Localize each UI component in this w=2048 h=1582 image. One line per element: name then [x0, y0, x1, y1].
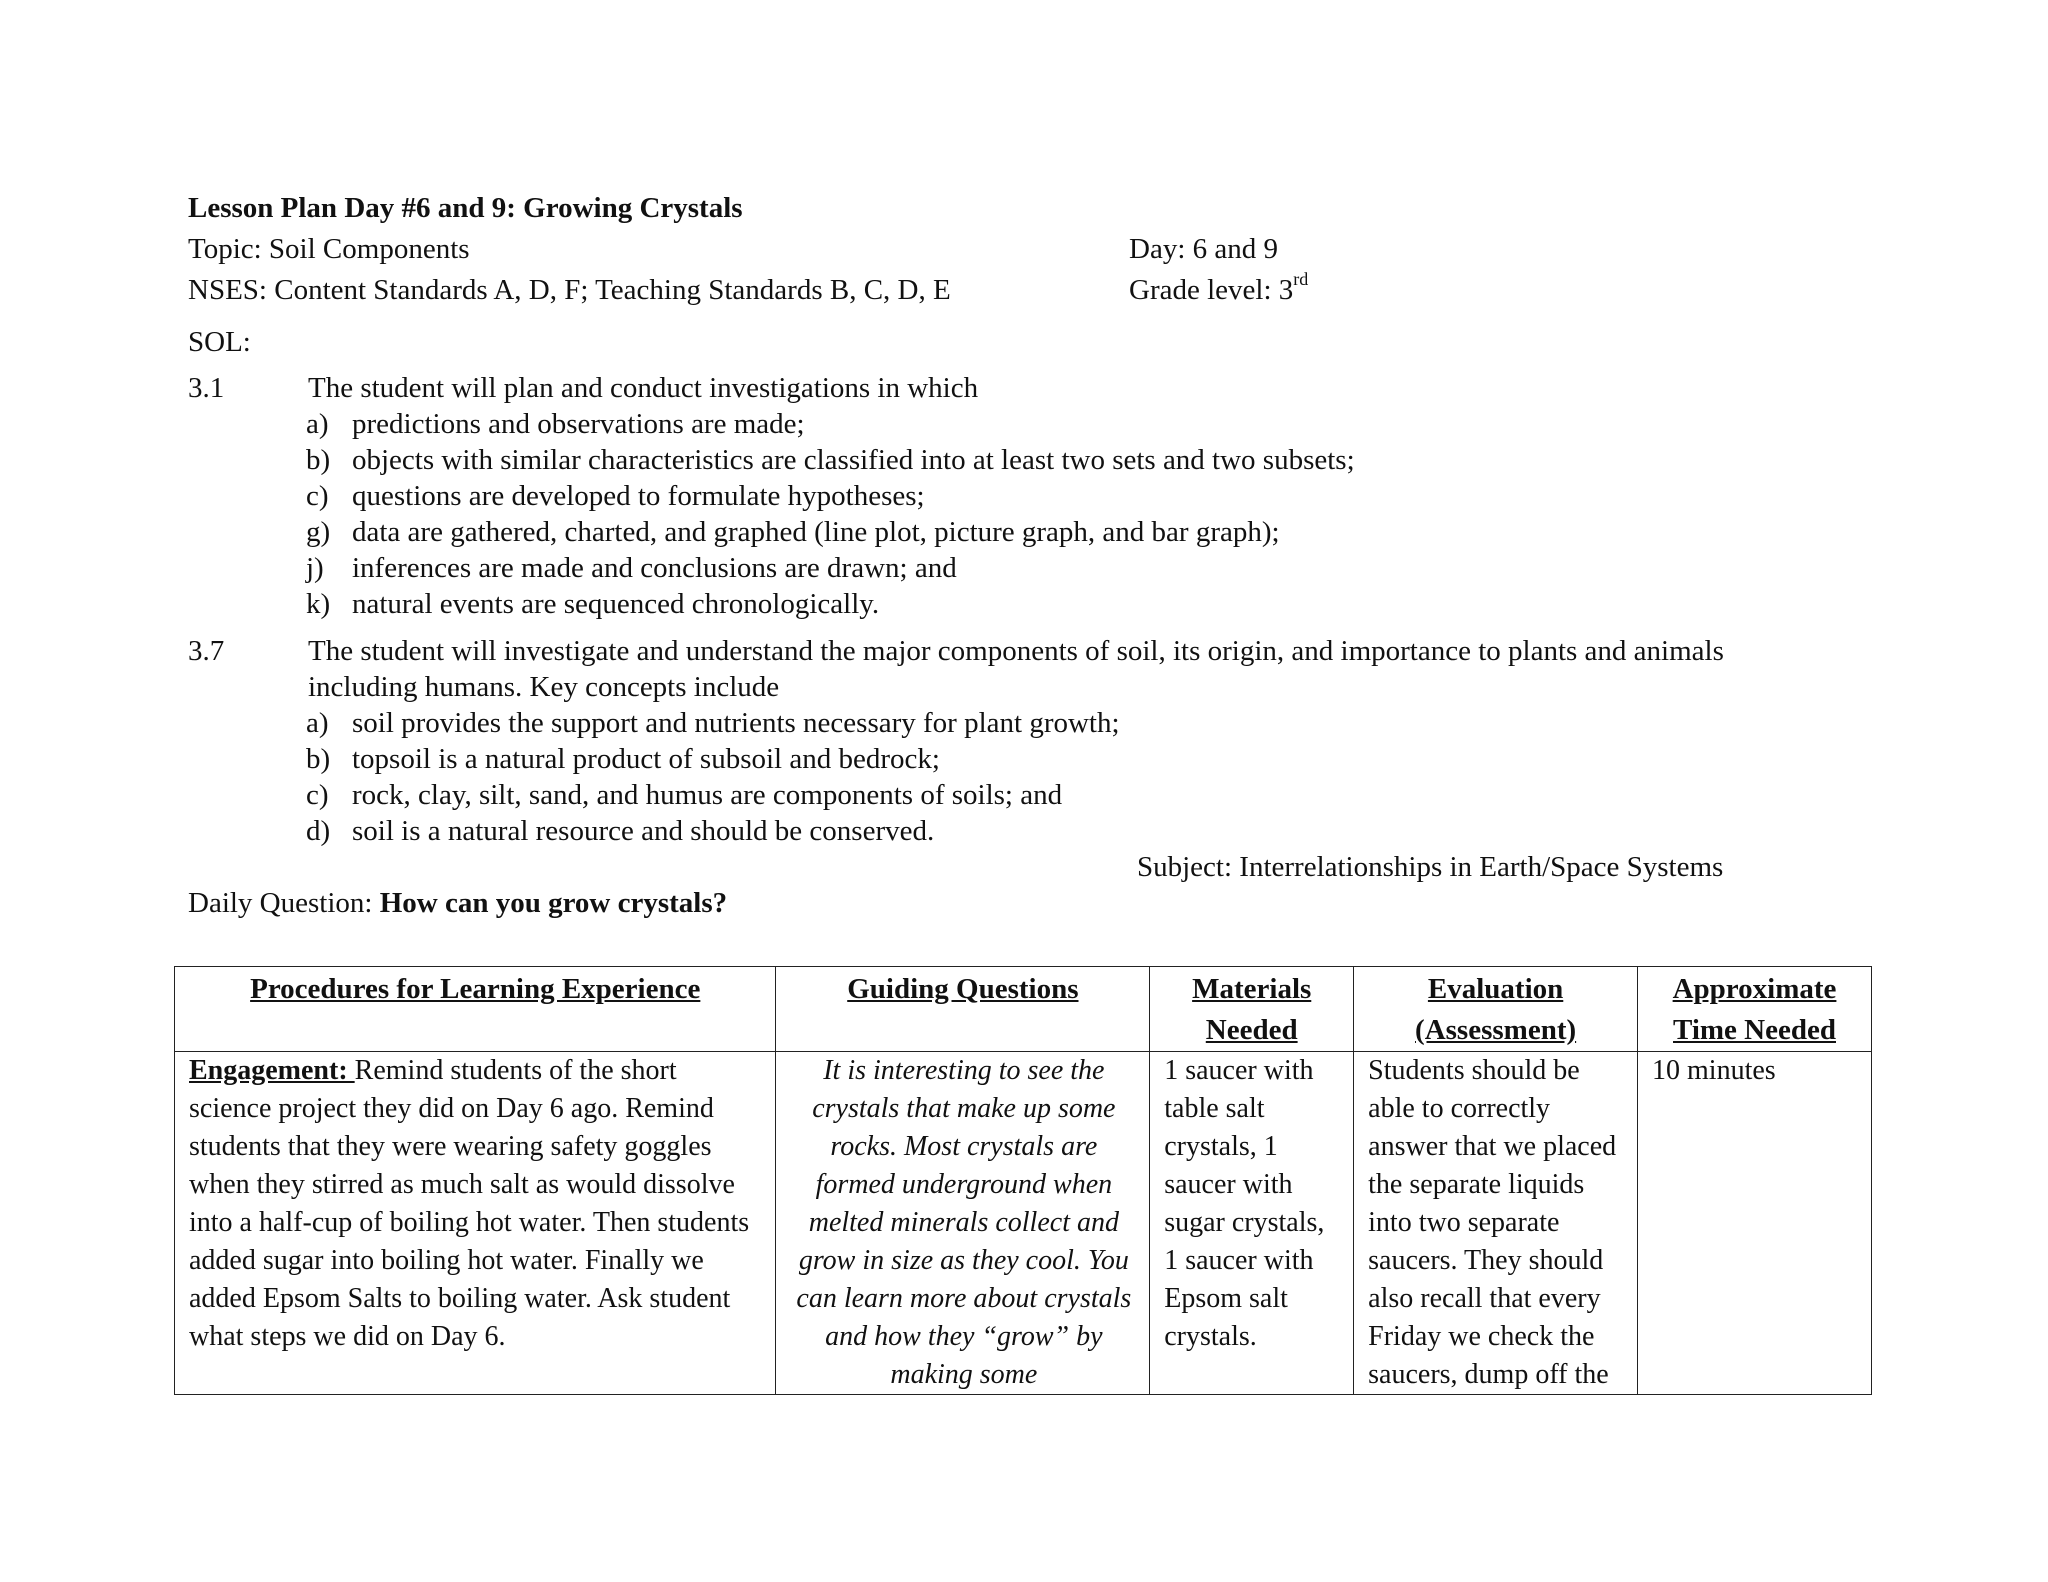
list-item-text: topsoil is a natural product of subsoil and bedrock; — [352, 743, 940, 775]
engagement-label: Engagement: — [189, 1055, 355, 1086]
sol-text-continued: including humans. Key concepts include — [308, 671, 780, 703]
table-row — [175, 1052, 1872, 1395]
list-item — [188, 514, 1888, 550]
list-item — [188, 705, 1888, 741]
list-item-letter: a) — [306, 408, 329, 440]
sol-standard-3-7 — [188, 633, 1888, 849]
list-item-letter: a) — [306, 707, 329, 739]
sol-standard-3-1 — [188, 370, 1888, 622]
sol-number: 3.7 — [188, 635, 225, 667]
sol-number: 3.1 — [188, 372, 225, 404]
list-item-letter: d) — [306, 815, 331, 847]
materials-text: 1 saucer with table salt crystals, 1 saucer with sugar crystals, 1 saucer with Epsom salt crystals. — [1164, 1055, 1325, 1352]
cell-procedures — [175, 1052, 776, 1395]
list-item-letter: c) — [306, 480, 329, 512]
list-item-letter: c) — [306, 779, 329, 811]
header-evaluation: Evaluation (Assessment) — [1354, 967, 1638, 1052]
sol-item-list — [188, 406, 1888, 622]
guiding-text: It is interesting to see the crystals that make up some rocks. Most crystals are formed underground when melted minerals collect and grow in size as they cool. You can learn more about crystals and how they “grow” by making some — [796, 1055, 1132, 1390]
cell-materials — [1150, 1052, 1354, 1395]
header-time: Approximate Time Needed — [1638, 967, 1872, 1052]
procedures-text: Remind students of the short science project they did on Day 6 ago. Remind students that they were wearing safety goggles when they stirred as much salt as would dissolve into a half-cup of boiling hot water. Then students added sugar into boiling hot water. Finally we added Epsom Salts to boiling water. Ask student what steps we did on Day 6. — [189, 1055, 750, 1352]
list-item-letter: k) — [306, 588, 331, 620]
list-item — [188, 741, 1888, 777]
time-text: 10 minutes — [1652, 1055, 1776, 1086]
daily-question — [188, 885, 727, 921]
list-item — [188, 813, 1888, 849]
list-item-text: objects with similar characteristics are classified into at least two sets and two subsets; — [352, 444, 1355, 476]
list-item-letter: j) — [306, 552, 324, 584]
list-item — [188, 406, 1888, 442]
nses-line: NSES: Content Standards A, D, F; Teaching Standards B, C, D, E — [188, 274, 951, 306]
daily-question-label: Daily Question: — [188, 887, 380, 919]
list-item-text: natural events are sequenced chronologically. — [352, 588, 880, 620]
list-item-text: predictions and observations are made; — [352, 408, 805, 440]
header-materials: Materials Needed — [1150, 967, 1354, 1052]
grade-level-suffix: rd — [1293, 269, 1309, 290]
day-line: Day: 6 and 9 — [1129, 233, 1278, 265]
list-item-text: inferences are made and conclusions are drawn; and — [352, 552, 957, 584]
daily-question-text: How can you grow crystals? — [379, 887, 728, 919]
list-item-letter: b) — [306, 444, 331, 476]
sol-text: The student will plan and conduct investigations in which — [308, 372, 979, 404]
evaluation-text: Students should be able to correctly answer that we placed the separate liquids into two separate saucers. They should also recall that every Friday we check the saucers, dump off the — [1368, 1055, 1617, 1390]
list-item-text: questions are developed to formulate hypotheses; — [352, 480, 925, 512]
sol-label: SOL: — [188, 326, 251, 358]
cell-time — [1638, 1052, 1872, 1395]
table-header-row — [175, 967, 1872, 1052]
grade-level — [1129, 269, 1309, 308]
sol-text: The student will investigate and understand the major components of soil, its origin, and importance to plants and animals — [308, 635, 1724, 667]
lesson-table — [174, 966, 1872, 1395]
header-guiding-questions: Guiding Questions — [776, 967, 1150, 1052]
list-item-text: soil provides the support and nutrients necessary for plant growth; — [352, 707, 1120, 739]
lesson-title: Lesson Plan Day #6 and 9: Growing Crystals — [188, 192, 743, 224]
list-item-letter: b) — [306, 743, 331, 775]
cell-evaluation — [1354, 1052, 1638, 1395]
topic-line: Topic: Soil Components — [188, 233, 470, 265]
list-item — [188, 586, 1888, 622]
list-item-text: data are gathered, charted, and graphed (line plot, picture graph, and bar graph); — [352, 516, 1280, 548]
header-procedures: Procedures for Learning Experience — [175, 967, 776, 1052]
list-item — [188, 442, 1888, 478]
grade-level-text: Grade level: 3 — [1129, 274, 1294, 306]
list-item-text: soil is a natural resource and should be conserved. — [352, 815, 935, 847]
subject-line: Subject: Interrelationships in Earth/Space Systems — [1137, 851, 1724, 883]
list-item-text: rock, clay, silt, sand, and humus are components of soils; and — [352, 779, 1063, 811]
list-item — [188, 478, 1888, 514]
list-item-letter: g) — [306, 516, 331, 548]
list-item — [188, 550, 1888, 586]
list-item — [188, 777, 1888, 813]
cell-guiding-questions — [776, 1052, 1150, 1395]
sol-item-list — [188, 705, 1888, 849]
